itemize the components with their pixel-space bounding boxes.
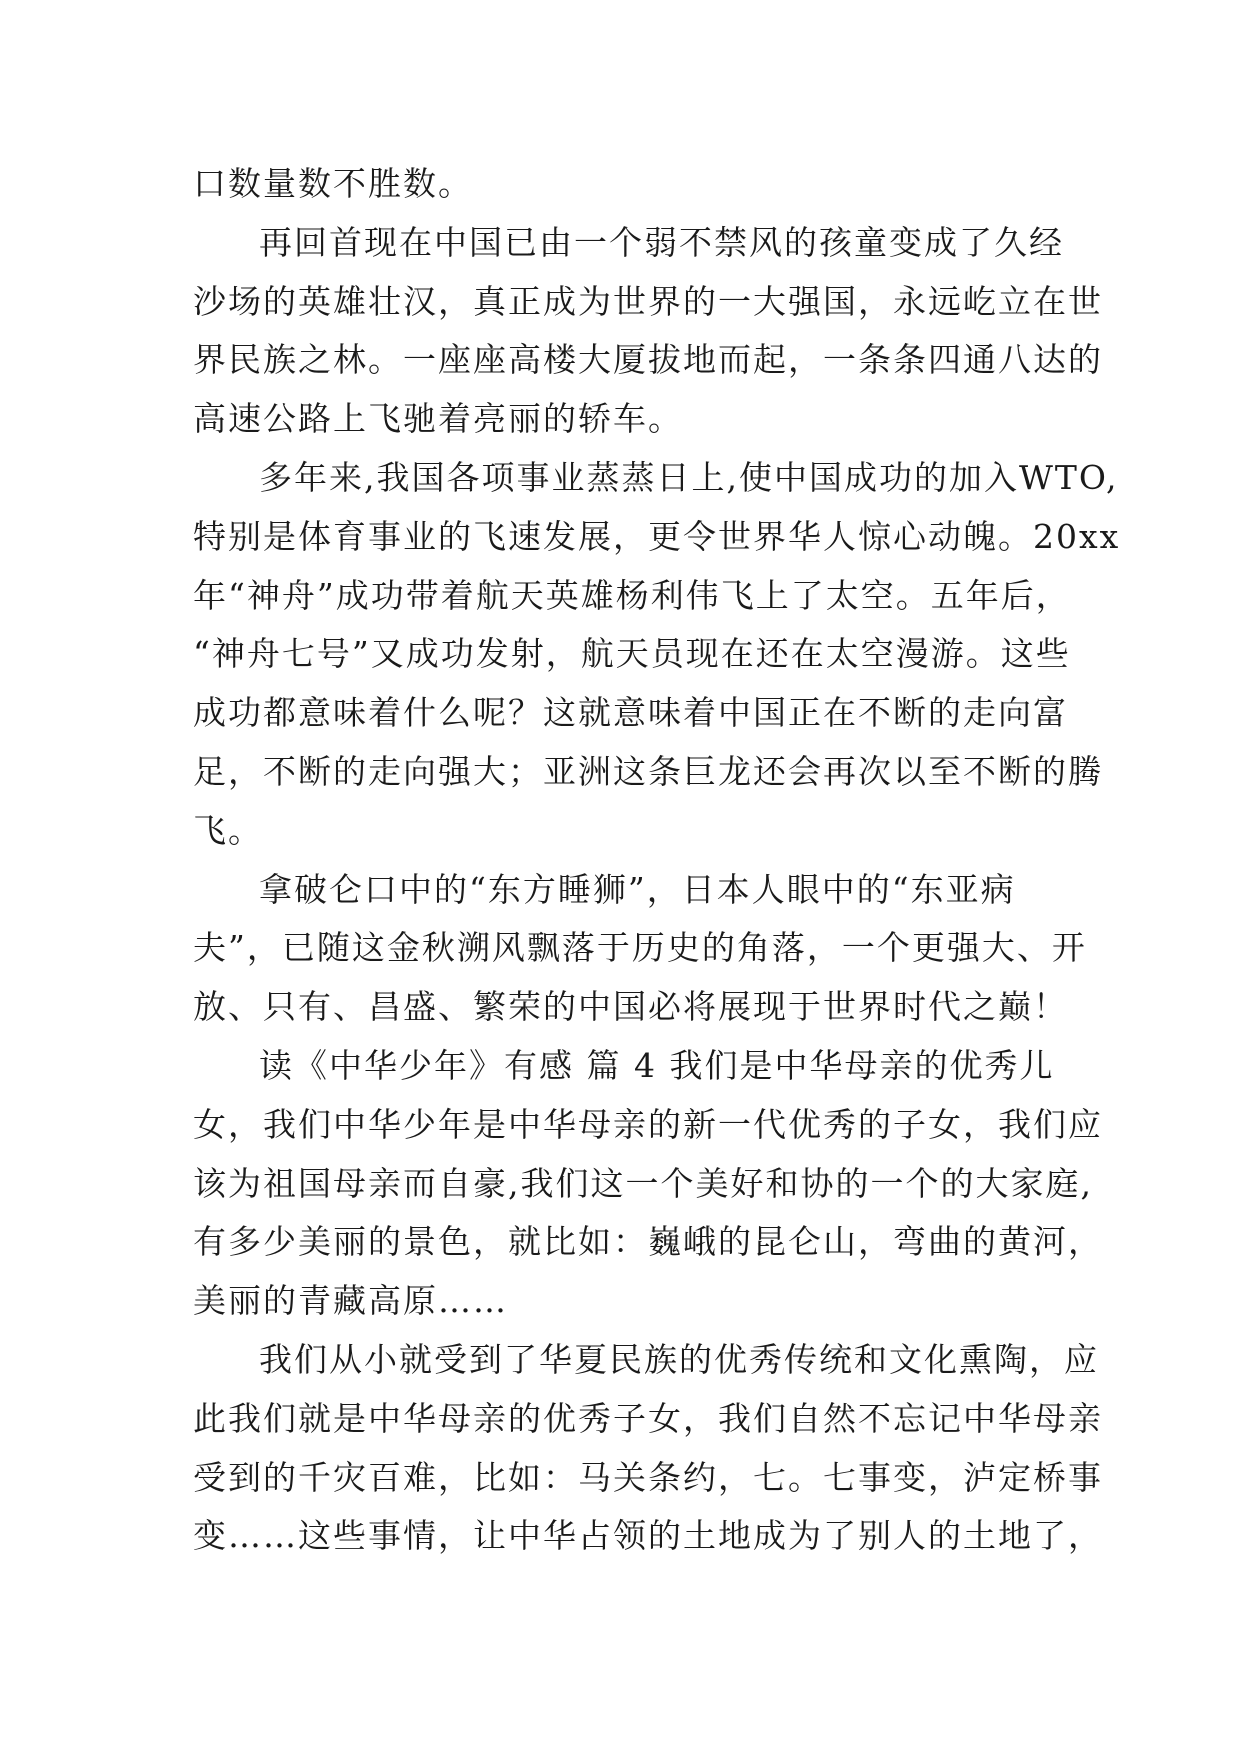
text-line: “神舟七号”又成功发射，航天员现在还在太空漫游。这些 (193, 634, 1071, 674)
text-line: 高速公路上飞驰着亮丽的轿车。 (193, 399, 683, 439)
paragraph-start-line: 我们从小就受到了华夏民族的优秀传统和文化熏陶，应 (259, 1339, 1099, 1379)
text-line: 界民族之林。一座座高楼大厦拔地而起，一条条四通八达的 (193, 340, 1103, 380)
text-line: 放、只有、昌盛、繁荣的中国必将展现于世界时代之巅！ (193, 987, 1068, 1027)
text-line: 特别是体育事业的飞速发展，更令世界华人惊心动魄。20xx (193, 516, 1121, 556)
text-line: 变……这些事情，让中华占领的土地成为了别人的土地了， (193, 1516, 1103, 1556)
text-line: 足，不断的走向强大；亚洲这条巨龙还会再次以至不断的腾 (193, 751, 1103, 791)
paragraph-start-line: 再回首现在中国已由一个弱不禁风的孩童变成了久经 (259, 222, 1064, 262)
text-line: 飞。 (193, 810, 263, 850)
paragraph-start-line: 拿破仑口中的“东方睡狮”，日本人眼中的“东亚病 (259, 869, 1016, 909)
paragraph-start-line: 多年来,我国各项事业蒸蒸日上,使中国成功的加入WTO, (259, 457, 1119, 497)
body-text (193, 155, 1121, 1566)
text-line: 有多少美丽的景色，就比如：巍峨的昆仑山，弯曲的黄河， (193, 1222, 1103, 1262)
text-line: 受到的千灾百难，比如：马关条约，七。七事变，泸定桥事 (193, 1457, 1103, 1497)
text-line: 该为祖国母亲而自豪,我们这一个美好和协的一个的大家庭, (193, 1163, 1093, 1203)
section-heading-line: 读《中华少年》有感 篇 4 我们是中华母亲的优秀儿 (259, 1045, 1055, 1085)
text-line: 美丽的青藏高原…… (193, 1281, 508, 1321)
text-line: 此我们就是中华母亲的优秀子女，我们自然不忘记中华母亲 (193, 1398, 1103, 1438)
text-line: 女，我们中华少年是中华母亲的新一代优秀的子女，我们应 (193, 1104, 1103, 1144)
text-line: 年“神舟”成功带着航天英雄杨利伟飞上了太空。五年后， (193, 575, 1071, 615)
text-line: 沙场的英雄壮汉，真正成为世界的一大强国，永远屹立在世 (193, 281, 1103, 321)
text-line: 口数量数不胜数。 (193, 164, 473, 203)
text-line: 夫”，已随这金秋溯风飘落于历史的角落，一个更强大、开 (193, 928, 1087, 968)
text-line: 成功都意味着什么呢？这就意味着中国正在不断的走向富 (193, 693, 1068, 733)
